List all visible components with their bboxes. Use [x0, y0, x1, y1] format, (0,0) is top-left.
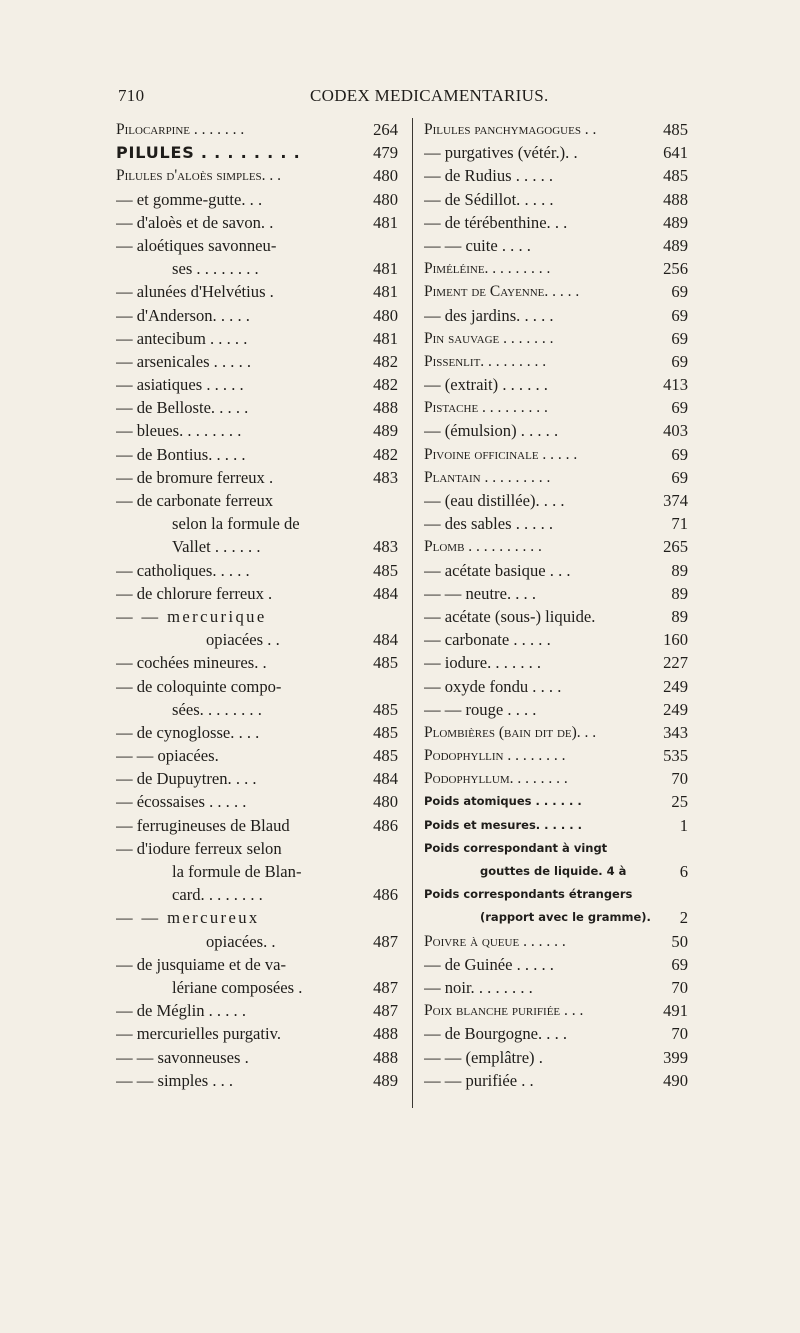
index-entry: [424, 883, 688, 906]
entry-label: Vallet . . . . . .: [172, 537, 261, 557]
entry-page-number: 479: [373, 143, 398, 163]
entry-label: — antecibum . . . . .: [116, 328, 248, 348]
entry-label: — — rouge . . . .: [424, 699, 537, 719]
entry-page-number: 71: [671, 514, 688, 534]
index-entry: [424, 489, 688, 512]
entry-label: — arsenicales . . . . .: [116, 351, 252, 371]
entry-label: opiacées . .: [206, 630, 280, 650]
entry-label: — noir. . . . . . . .: [424, 977, 533, 997]
entry-page-number: 480: [373, 792, 398, 812]
entry-label: gouttes de liquide. 4 à: [480, 864, 627, 878]
entry-page-number: 481: [373, 282, 398, 302]
index-entry: [116, 327, 398, 350]
entry-page-number: 488: [373, 1047, 398, 1067]
index-entry: [116, 906, 398, 929]
page-number: 710: [118, 86, 145, 105]
entry-page-number: 482: [373, 444, 398, 464]
entry-page-number: 485: [373, 560, 398, 580]
entry-label: Poivre à queue . . . . . .: [424, 932, 566, 950]
entry-label: selon la formule de: [172, 514, 300, 534]
index-entry: [424, 651, 688, 674]
entry-label: la formule de Blan-: [172, 862, 302, 881]
entry-label: Poids atomiques . . . . . .: [424, 794, 582, 809]
entry-page-number: 265: [663, 537, 688, 557]
entry-label: Piméléine. . . . . . . . .: [424, 260, 551, 278]
index-entry: [116, 535, 398, 558]
entry-label: ses . . . . . . . .: [172, 259, 259, 279]
entry-page-number: 70: [671, 977, 688, 997]
index-entry: [424, 164, 688, 187]
entry-label: — de térébenthine. . .: [424, 212, 568, 232]
entry-page-number: 491: [663, 1001, 688, 1021]
entry-label: — — cuite . . . .: [424, 235, 531, 255]
index-entry: [424, 605, 688, 628]
index-entry: [116, 489, 398, 512]
entry-page-number: 69: [671, 954, 688, 974]
entry-page-number: 70: [671, 1024, 688, 1044]
entry-page-number: 488: [373, 1024, 398, 1044]
entry-label: — — mercureux: [116, 908, 260, 928]
entry-label: — des sables . . . . .: [424, 514, 554, 534]
index-entry: [424, 976, 688, 999]
entry-label: Poids correspondants étrangers: [424, 887, 633, 902]
index-entry: [116, 396, 398, 419]
entry-label: Podophyllin . . . . . . . .: [424, 747, 566, 765]
entry-page-number: 480: [373, 166, 398, 186]
entry-page-number: 485: [373, 653, 398, 673]
index-entry: [424, 327, 688, 350]
entry-label: Pistache . . . . . . . . .: [424, 399, 548, 417]
entry-page-number: 487: [373, 931, 398, 951]
entry-page-number: 483: [373, 537, 398, 557]
index-entry: [424, 234, 688, 257]
entry-page-number: 6: [679, 862, 688, 881]
index-entry: [116, 419, 398, 442]
entry-page-number: 485: [663, 166, 688, 186]
entry-page-number: 484: [373, 583, 398, 603]
entry-page-number: 249: [663, 699, 688, 719]
index-entry: [116, 883, 398, 906]
index-entry: [424, 906, 688, 929]
index-entry: [116, 582, 398, 605]
entry-page-number: 484: [373, 769, 398, 789]
index-entry: [424, 304, 688, 327]
index-entry: [116, 675, 398, 698]
entry-label: PILULES . . . . . . . .: [116, 143, 301, 163]
entry-label: opiacées. .: [206, 931, 276, 951]
entry-page-number: 488: [373, 398, 398, 418]
entry-page-number: 485: [373, 722, 398, 742]
entry-page-number: 489: [663, 212, 688, 232]
index-entry: [116, 698, 398, 721]
entry-label: — purgatives (vétér.). .: [424, 143, 578, 163]
index-entry: [424, 141, 688, 164]
entry-page-number: 480: [373, 189, 398, 209]
index-entry: [116, 1022, 398, 1045]
entry-page-number: 482: [373, 351, 398, 371]
entry-label: — bleues. . . . . . . .: [116, 421, 242, 441]
index-entry: [116, 164, 398, 187]
entry-label: Poids correspondant à vingt: [424, 840, 608, 855]
index-entry: [424, 698, 688, 721]
entry-label: card. . . . . . . .: [172, 885, 263, 905]
entry-label: Pin sauvage . . . . . . .: [424, 329, 554, 347]
index-entry: [116, 304, 398, 327]
entry-label: — asiatiques . . . . .: [116, 375, 244, 395]
index-entry: [116, 188, 398, 211]
entry-page-number: 483: [373, 467, 398, 487]
entry-label: — de Méglin . . . . .: [116, 1001, 246, 1021]
entry-page-number: 488: [663, 189, 688, 209]
entry-page-number: 89: [671, 560, 688, 580]
entry-page-number: 399: [663, 1047, 688, 1067]
entry-page-number: 481: [373, 212, 398, 232]
index-entry: [424, 211, 688, 234]
index-entry: [424, 837, 688, 860]
entry-label: — de Dupuytren. . . .: [116, 769, 257, 789]
entry-page-number: 486: [373, 815, 398, 835]
entry-page-number: 403: [663, 421, 688, 441]
index-entry: [116, 466, 398, 489]
index-entry: [116, 628, 398, 651]
index-entry: [116, 118, 398, 141]
entry-page-number: 69: [671, 305, 688, 325]
entry-label: Pilules d'aloès simples. . .: [116, 167, 282, 185]
entry-label: — alunées d'Helvétius .: [116, 282, 274, 302]
entry-label: — — opiacées.: [116, 746, 219, 766]
entry-label: Pilules panchymagogues . .: [424, 121, 597, 138]
index-entry: [424, 466, 688, 489]
entry-page-number: 489: [663, 235, 688, 255]
entry-page-number: 485: [663, 120, 688, 139]
index-entry: [424, 257, 688, 280]
entry-label: — — savonneuses .: [116, 1047, 249, 1067]
running-title: CODEX MEDICAMENTARIUS.: [310, 86, 549, 105]
entry-page-number: 50: [671, 931, 688, 951]
entry-label: Plombières (bain dit de). . .: [424, 723, 597, 741]
entry-label: — d'Anderson. . . . .: [116, 305, 250, 325]
entry-label: — de cynoglosse. . . .: [116, 722, 260, 742]
entry-page-number: 481: [373, 259, 398, 279]
entry-label: — de Sédillot. . . . .: [424, 189, 554, 209]
index-entry: [116, 211, 398, 234]
index-entry: [424, 582, 688, 605]
entry-label: — de Belloste. . . . .: [116, 398, 249, 418]
column-divider: [412, 118, 413, 1108]
entry-label: — (émulsion) . . . . .: [424, 421, 559, 441]
entry-label: Plantain . . . . . . . . .: [424, 468, 551, 486]
index-entry: [424, 512, 688, 535]
index-entry: [424, 535, 688, 558]
entry-label: sées. . . . . . . .: [172, 699, 262, 719]
entry-page-number: 69: [671, 467, 688, 487]
entry-label: — ferrugineuses de Blaud: [116, 815, 290, 835]
entry-label: — cochées mineures. .: [116, 653, 267, 673]
entry-label: Pivoine officinale . . . . .: [424, 445, 578, 463]
entry-label: — — purifiée . .: [424, 1070, 534, 1090]
entry-label: — catholiques. . . . .: [116, 560, 250, 580]
entry-page-number: 89: [671, 606, 688, 626]
entry-page-number: 70: [671, 769, 688, 789]
entry-page-number: 485: [373, 746, 398, 766]
entry-label: Podophyllum. . . . . . . .: [424, 770, 568, 788]
index-entry: [424, 188, 688, 211]
entry-label: — — simples . . .: [116, 1070, 234, 1090]
index-entry: [424, 721, 688, 744]
entry-label: — aloétiques savonneu-: [116, 235, 277, 255]
index-entry: [116, 814, 398, 837]
entry-label: — d'iodure ferreux selon: [116, 838, 282, 858]
entry-label: — de coloquinte compo-: [116, 676, 282, 696]
entry-label: Pilocarpine . . . . . . .: [116, 121, 245, 138]
entry-page-number: 490: [663, 1070, 688, 1090]
entry-label: — (eau distillée). . . .: [424, 491, 565, 510]
index-entry: [424, 675, 688, 698]
index-entry: [424, 930, 688, 953]
index-entry: [424, 1069, 688, 1092]
entry-page-number: 25: [671, 792, 688, 812]
entry-page-number: 256: [663, 259, 688, 279]
index-entry: [116, 443, 398, 466]
index-entry: [116, 373, 398, 396]
entry-page-number: 413: [663, 375, 688, 395]
index-entry: [424, 628, 688, 651]
index-entry: [424, 559, 688, 582]
entry-page-number: 485: [373, 699, 398, 719]
entry-label: — de jusquiame et de va-: [116, 954, 287, 974]
entry-label: Pissenlit. . . . . . . . .: [424, 352, 547, 370]
index-entry: [116, 280, 398, 303]
entry-label: — oxyde fondu . . . .: [424, 676, 562, 696]
index-entry: [424, 419, 688, 442]
index-entry: [116, 976, 398, 999]
index-entry: [424, 1022, 688, 1045]
entry-label: — carbonate . . . . .: [424, 630, 551, 650]
index-entry: [424, 860, 688, 883]
entry-page-number: 69: [671, 282, 688, 302]
index-entry: [424, 396, 688, 419]
entry-label: (rapport avec le gramme).: [480, 910, 651, 925]
entry-page-number: 69: [671, 351, 688, 371]
entry-page-number: 1: [679, 815, 688, 835]
index-entry: [116, 1046, 398, 1069]
entry-page-number: 486: [373, 885, 398, 905]
entry-page-number: 89: [671, 583, 688, 603]
entry-label: — de carbonate ferreux: [116, 491, 274, 510]
entry-page-number: 69: [671, 398, 688, 418]
index-entry: [424, 999, 688, 1022]
entry-label: — — mercurique: [116, 606, 267, 626]
entry-label: — iodure. . . . . . .: [424, 653, 542, 673]
index-entry: [116, 767, 398, 790]
index-entry: [424, 767, 688, 790]
entry-page-number: 641: [663, 143, 688, 163]
index-entry: [424, 373, 688, 396]
index-entry: [424, 814, 688, 837]
entry-page-number: 2: [679, 908, 688, 928]
entry-label: — mercurielles purgativ.: [116, 1024, 281, 1044]
entry-label: — — (emplâtre) .: [424, 1047, 543, 1067]
index-entry: [116, 953, 398, 976]
entry-page-number: 69: [671, 328, 688, 348]
index-entry: [116, 744, 398, 767]
entry-label: — acétate (sous-) liquide.: [424, 606, 596, 626]
entry-page-number: 489: [373, 1070, 398, 1090]
index-entry: [116, 651, 398, 674]
index-entry: [116, 790, 398, 813]
index-entry: [116, 141, 398, 164]
index-entry: [116, 930, 398, 953]
entry-page-number: 69: [671, 444, 688, 464]
index-entry: [424, 1046, 688, 1069]
entry-page-number: 227: [663, 653, 688, 673]
index-entry: [424, 953, 688, 976]
index-entry: [116, 1069, 398, 1092]
index-entry: [116, 837, 398, 860]
entry-label: — de Bourgogne. . . .: [424, 1024, 568, 1044]
index-entry: [116, 559, 398, 582]
entry-page-number: 343: [663, 722, 688, 742]
index-entry: [424, 280, 688, 303]
entry-label: — acétate basique . . .: [424, 560, 571, 580]
entry-page-number: 535: [663, 746, 688, 766]
entry-label: — de Guinée . . . . .: [424, 954, 554, 974]
entry-page-number: 487: [373, 1001, 398, 1021]
entry-page-number: 481: [373, 328, 398, 348]
entry-label: — de bromure ferreux .: [116, 467, 274, 487]
index-entry: [424, 790, 688, 813]
index-entry: [116, 257, 398, 280]
index-entry: [116, 512, 398, 535]
entry-page-number: 482: [373, 375, 398, 395]
index-entry: [424, 118, 688, 141]
entry-label: — de chlorure ferreux .: [116, 583, 273, 603]
entry-page-number: 487: [373, 977, 398, 997]
entry-label: lériane composées .: [172, 977, 303, 997]
entry-label: Piment de Cayenne. . . . .: [424, 283, 580, 301]
entry-page-number: 264: [373, 120, 398, 139]
entry-label: Poix blanche purifiée . . .: [424, 1002, 584, 1020]
entry-page-number: 374: [663, 491, 688, 510]
index-entry: [424, 443, 688, 466]
index-entry: [424, 350, 688, 373]
entry-label: — de Bontius. . . . .: [116, 444, 246, 464]
entry-page-number: 480: [373, 305, 398, 325]
entry-label: — des jardins. . . . .: [424, 305, 554, 325]
entry-page-number: 489: [373, 421, 398, 441]
entry-label: — de Rudius . . . . .: [424, 166, 554, 186]
entry-label: — d'aloès et de savon. .: [116, 212, 274, 232]
index-entry: [116, 721, 398, 744]
page-header: [118, 86, 688, 110]
index-entry: [116, 860, 398, 883]
index-entry: [116, 605, 398, 628]
index-column-left: [116, 118, 398, 1092]
entry-label: — — neutre. . . .: [424, 583, 536, 603]
index-entry: [116, 350, 398, 373]
entry-page-number: 160: [663, 630, 688, 650]
index-entry: [424, 744, 688, 767]
entry-label: Plomb . . . . . . . . . .: [424, 538, 542, 556]
index-column-right: [424, 118, 688, 1092]
index-entry: [116, 234, 398, 257]
entry-label: Poids et mesures. . . . . .: [424, 817, 583, 832]
entry-label: — écossaises . . . . .: [116, 792, 247, 812]
entry-label: — et gomme-gutte. . .: [116, 189, 263, 209]
entry-label: — (extrait) . . . . . .: [424, 375, 548, 395]
entry-page-number: 484: [373, 630, 398, 650]
index-entry: [116, 999, 398, 1022]
entry-page-number: 249: [663, 676, 688, 696]
